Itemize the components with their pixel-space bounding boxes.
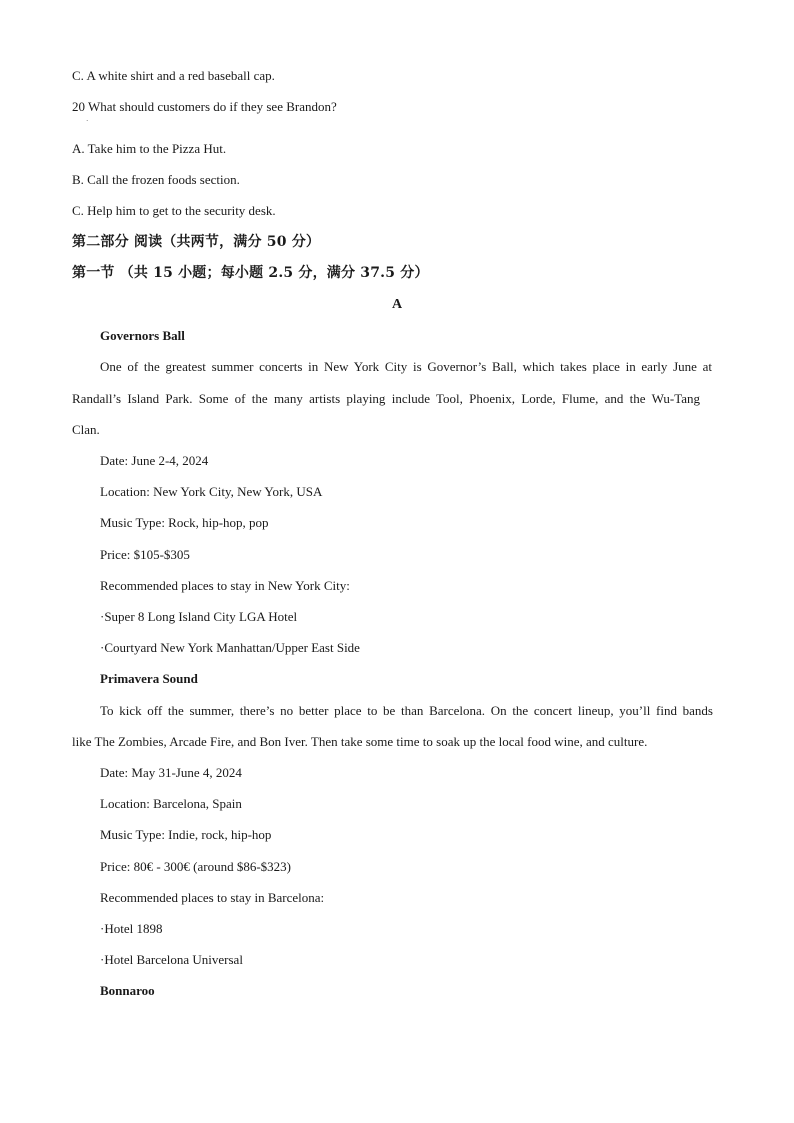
festival-intro-line: Randall’s Island Park. Some of the many artists playing include Tool, Phoenix, Lorde, Flume, and the Wu-Tang (72, 391, 700, 406)
festival-price: Price: 80€ - 300€ (around $86-$323) (100, 859, 291, 874)
festival-intro-line: Clan. (72, 422, 100, 437)
festival-stay-item: ·Hotel Barcelona Universal (100, 952, 243, 967)
part-two-title: 第二部分 阅读（共两节，满分 50 分） (72, 234, 321, 250)
festival-stay-item: ·Super 8 Long Island City LGA Hotel (100, 609, 298, 624)
section-one-title: 第一节 （共 15 小题；每小题 2.5 分，满分 37.5 分） (72, 265, 429, 281)
festival-stay-heading: Recommended places to stay in Barcelona: (100, 890, 325, 905)
passage-letter: A (391, 297, 403, 312)
festival-stay-item: ·Courtyard New York Manhattan/Upper East Side (100, 640, 360, 655)
q20-option-a: A. Take him to the Pizza Hut. (72, 141, 227, 156)
festival-date: Date: June 2-4, 2024 (100, 453, 209, 468)
festival-intro-line: To kick off the summer, there’s no better place to be than Barcelona. On the concert lineup, you’ll find bands (100, 703, 713, 718)
festival-date: Date: May 31-June 4, 2024 (100, 765, 242, 780)
festival-price: Price: $105-$305 (100, 547, 190, 562)
festival-intro-line: like The Zombies, Arcade Fire, and Bon Iver. Then take some time to soak up the local food wine, and culture. (72, 734, 648, 749)
festival-location: Location: Barcelona, Spain (100, 796, 242, 811)
festival-location: Location: New York City, New York, USA (100, 484, 323, 499)
festival-title-primavera-sound: Primavera Sound (100, 671, 198, 686)
festival-music-type: Music Type: Rock, hip-hop, pop (100, 515, 269, 530)
q20-option-c: C. Help him to get to the security desk. (72, 203, 276, 218)
stray-mark: · (86, 117, 89, 125)
q20-stem: 20 What should customers do if they see Brandon? (72, 99, 337, 114)
festival-music-type: Music Type: Indie, rock, hip-hop (100, 827, 272, 842)
festival-intro-line: One of the greatest summer concerts in New York City is Governor’s Ball, which takes place in early June at (100, 359, 712, 374)
q20-option-b: B. Call the frozen foods section. (72, 172, 240, 187)
festival-stay-heading: Recommended places to stay in New York City: (100, 578, 350, 593)
festival-stay-item: ·Hotel 1898 (100, 921, 163, 936)
q19-option-c: C. A white shirt and a red baseball cap. (72, 68, 275, 83)
festival-title-governors-ball: Governors Ball (100, 328, 185, 343)
festival-title-bonnaroo: Bonnaroo (100, 983, 155, 998)
